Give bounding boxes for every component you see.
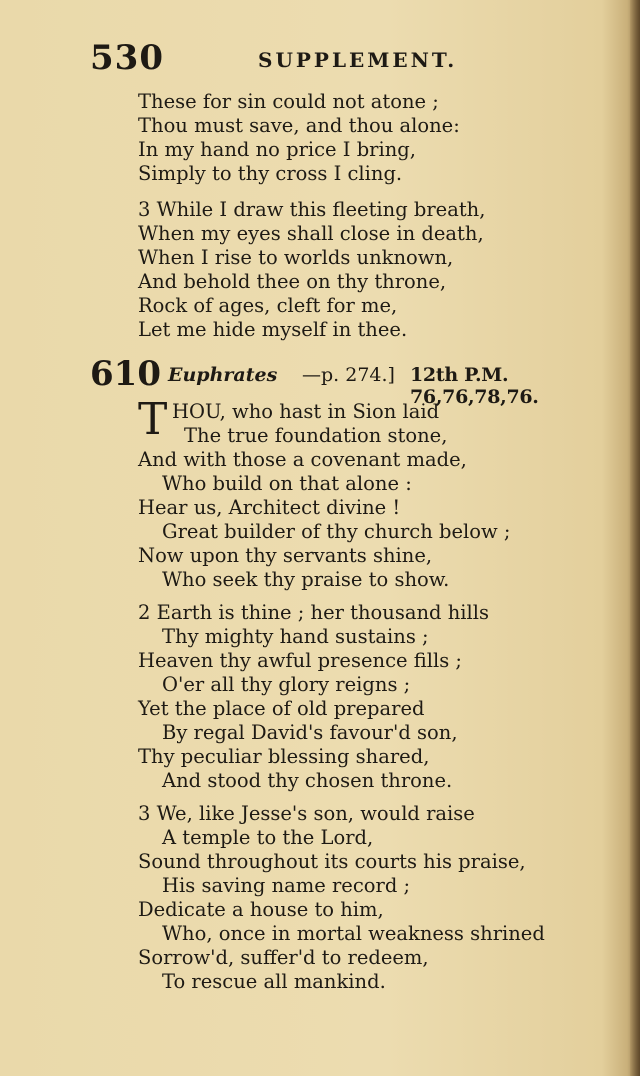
prev-verse-3-line-5: Rock of ages, cleft for me, <box>138 294 398 317</box>
verse-2-line-1: 2 Earth is thine ; her thousand hills <box>138 601 489 624</box>
verse-2-line-5: Yet the place of old prepared <box>138 697 425 720</box>
prev-verse-3-line-4: And behold thee on thy throne, <box>138 270 447 293</box>
prev-verse-3-line-2: When my eyes shall close in death, <box>138 222 484 245</box>
verse-3-line-7: Sorrow'd, suffer'd to redeem, <box>138 946 429 969</box>
verse-1-line-2: The true foundation stone, <box>184 424 448 447</box>
verse-1-line-4: Who build on that alone : <box>162 472 412 495</box>
verse-3-line-4: His saving name record ; <box>162 874 411 897</box>
verse-1-line-7: Now upon thy servants shine, <box>138 544 433 567</box>
verse-3-line-2: A temple to the Lord, <box>162 826 374 849</box>
verse-3-line-1: 3 We, like Jesse's son, would raise <box>138 802 475 825</box>
verse-3-line-6: Who, once in mortal weakness shrined <box>162 922 545 945</box>
verse-2-line-4: O'er all thy glory reigns ; <box>162 673 411 696</box>
prev-hymn-line-3: In my hand no price I bring, <box>138 138 416 161</box>
verse-3-line-3: Sound throughout its courts his praise, <box>138 850 526 873</box>
running-head: SUPPLEMENT. <box>258 48 458 72</box>
prev-verse-3-line-3: When I rise to worlds unknown, <box>138 246 454 269</box>
hymn-meter: 12th P.M. 76,76,78,76. <box>410 364 539 408</box>
verse-3-line-5: Dedicate a house to him, <box>138 898 384 921</box>
verse-3-line-8: To rescue all mankind. <box>162 970 386 993</box>
page-number: 530 <box>90 38 164 78</box>
page-header <box>90 38 470 78</box>
prev-verse-3-line-1: 3 While I draw this fleeting breath, <box>138 198 486 221</box>
verse-2-line-6: By regal David's favour'd son, <box>162 721 458 744</box>
prev-hymn-line-1: These for sin could not atone ; <box>138 90 439 113</box>
drop-cap: T <box>138 394 168 445</box>
tune-page-reference: —p. 274.] <box>302 364 395 386</box>
tune-name: Euphrates <box>168 364 278 386</box>
verse-2-line-2: Thy mighty hand sustains ; <box>162 625 429 648</box>
verse-2-line-3: Heaven thy awful presence fills ; <box>138 649 462 672</box>
verse-1-line-5: Hear us, Architect divine ! <box>138 496 401 519</box>
page-edge-shadow <box>630 0 640 1076</box>
verse-1-line-3: And with those a covenant made, <box>138 448 467 471</box>
verse-2-line-8: And stood thy chosen throne. <box>162 769 453 792</box>
hymn-heading <box>90 354 630 408</box>
prev-hymn-line-4: Simply to thy cross I cling. <box>138 162 403 185</box>
hymn-number: 610 <box>90 354 161 394</box>
verse-2-line-7: Thy peculiar blessing shared, <box>138 745 430 768</box>
verse-1-line-8: Who seek thy praise to show. <box>162 568 450 591</box>
verse-1-line-1: HOU, who hast in Sion laid <box>172 400 440 423</box>
verse-1-line-6: Great builder of thy church below ; <box>162 520 511 543</box>
prev-verse-3-line-6: Let me hide myself in thee. <box>138 318 408 341</box>
prev-hymn-line-2: Thou must save, and thou alone: <box>138 114 460 137</box>
